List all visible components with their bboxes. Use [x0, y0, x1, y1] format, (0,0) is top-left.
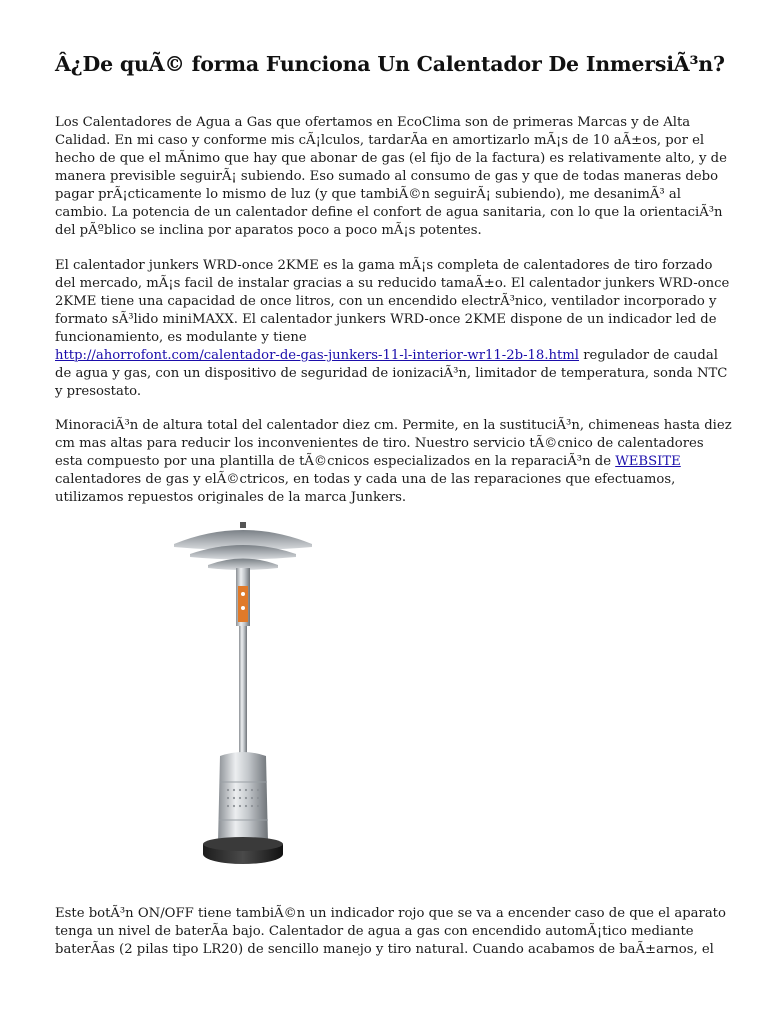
text-line: pagar prÃ¡cticamente lo mismo de luz (y que tambiÃ©n seguirÃ¡ subiendo), me desanimÃ³ al [55, 187, 681, 202]
text-line: Calidad. En mi caso y conforme mis cÃ¡lculos, tardarÃa en amortizarlo mÃ¡s de 10 aÃ±os, por el [55, 133, 705, 148]
paragraph-4 [55, 905, 726, 959]
paragraph-2 [55, 257, 730, 401]
control-panel [238, 586, 248, 622]
text-line: 2KME tiene una capacidad de once litros, con un encendido electrÃ³nico, ventilador incorporado y [55, 294, 717, 309]
text-fragment: regulador de caudal [579, 348, 718, 363]
text-line: MinoraciÃ³n de altura total del calentador diez cm. Permite, en la sustituciÃ³n, chimeneas hasta diez [55, 418, 732, 433]
text-line: funcionamiento, es modulante y tiene [55, 330, 307, 345]
text-line: tenga un nivel de baterÃa bajo. Calentador de agua a gas con encendido automÃ¡tico mediante [55, 924, 694, 939]
paragraph-3 [55, 417, 732, 507]
text-line [55, 347, 717, 365]
tank-housing [218, 752, 268, 846]
text-line: manera previsible seguirÃ¡ subiendo. Eso sumado al consumo de gas y que de todas maneras debo [55, 169, 719, 184]
knob [241, 592, 245, 596]
text-line: hecho de que el mÃnimo que hay que abonar de gas (el fijo de la factura) es relativamente alto, y de [55, 151, 727, 166]
text-line: y presostato. [55, 384, 142, 399]
text-line: de agua y gas, con un dispositivo de seguridad de ionizaciÃ³n, limitador de temperatura, sonda NTC [55, 366, 728, 381]
text-line: cm mas altas para reducir los inconvenientes de tiro. Nuestro servicio tÃ©cnico de calentadores [55, 436, 704, 451]
text-line: El calentador junkers WRD-once 2KME es la gama mÃ¡s completa de calentadores de tiro forzado [55, 258, 713, 273]
text-fragment: esta compuesto por una plantilla de tÃ©cnicos especializados en la reparaciÃ³n de [55, 454, 616, 469]
pole [239, 626, 247, 756]
page-title: Â¿De quÃ© forma Funciona Un Calentador De InmersiÃ³n? [55, 52, 725, 76]
text-line [55, 453, 717, 471]
reflector-cap [240, 522, 246, 528]
igniter [241, 606, 245, 610]
text-line: del mercado, mÃ¡s facil de instalar gracias a su reducido tamaÃ±o. El calentador junkers WRD-once [55, 276, 730, 291]
text-line: baterÃas (2 pilas tipo LR20) de sencillo manejo y tiro natural. Cuando acabamos de baÃ±arnos, el [55, 942, 714, 957]
patio-heater-icon [168, 520, 318, 880]
text-line: del pÃºblico se inclina por aparatos poco a poco mÃ¡s potentes. [55, 223, 482, 238]
text-line: formato sÃ³lido miniMAXX. El calentador junkers WRD-once 2KME dispone de un indicador led de [55, 312, 717, 327]
text-line: utilizamos repuestos originales de la marca Junkers. [55, 490, 407, 505]
text-line: cambio. La potencia de un calentador define el confort de agua sanitaria, con lo que la orientaciÃ³n [55, 205, 723, 220]
patio-heater-image [168, 520, 318, 880]
text-line: Este botÃ³n ON/OFF tiene tambiÃ©n un indicador rojo que se va a encender caso de que el aparato [55, 906, 726, 921]
text-line: calentadores de gas y elÃ©ctricos, en todas y cada una de las reparaciones que efectuamos, [55, 472, 676, 487]
ahorrofont-link[interactable]: http://ahorrofont.com/calentador-de-gas-junkers-11-l-interior-wr11-2b-18.html [55, 348, 580, 363]
website-link[interactable]: WEBSITE [615, 454, 681, 469]
paragraph-1 [55, 114, 727, 240]
text-line: Los Calentadores de Agua a Gas que ofertamos en EcoClima son de primeras Marcas y de Alta [55, 115, 691, 130]
